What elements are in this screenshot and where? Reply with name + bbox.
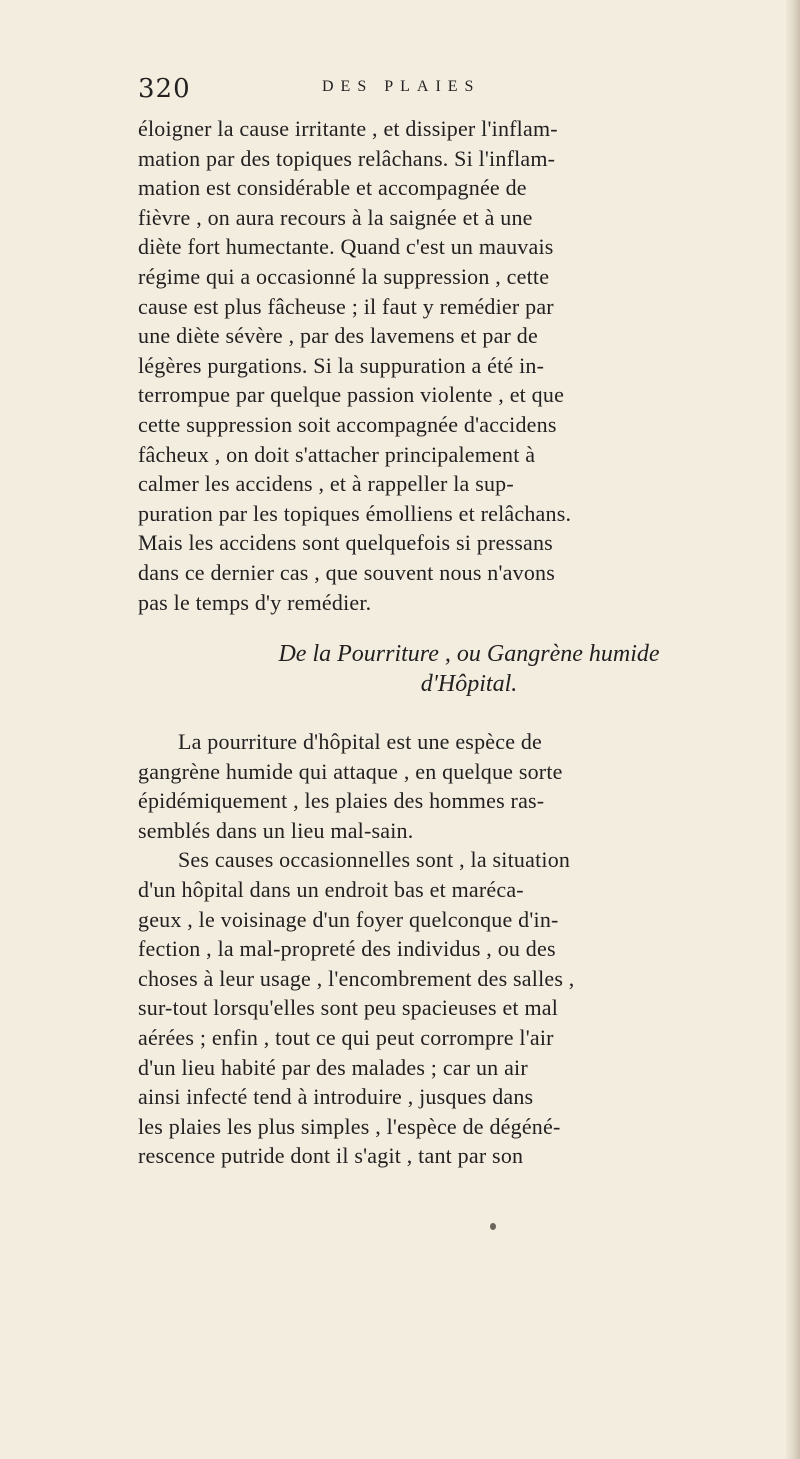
text-line: choses à leur usage , l'encombrement des salles , [138, 965, 575, 991]
text-line: calmer les accidens , et à rappeller la sup- [138, 471, 514, 497]
text-line: épidémiquement , les plaies des hommes ras- [138, 788, 545, 814]
text-line: d'un lieu habité par des malades ; car un air [138, 1054, 528, 1080]
paragraph-3 [138, 845, 800, 1171]
text-line: aérées ; enfin , tout ce qui peut corrompre l'air [138, 1025, 554, 1051]
text-line: diète fort humectante. Quand c'est un mauvais [138, 234, 554, 260]
text-line: puration par les topiques émolliens et relâchans. [138, 500, 572, 526]
text-line: éloigner la cause irritante , et dissiper l'inflam- [138, 116, 558, 141]
text-line: geux , le voisinage d'un foyer quelconque d'in- [138, 906, 559, 932]
page-number: 320 [138, 74, 191, 104]
text-line: gangrène humide qui attaque , en quelque sorte [138, 758, 563, 784]
text-line: fâcheux , on doit s'attacher principalement à [138, 441, 536, 467]
text-line: semblés dans un lieu mal-sain. [138, 817, 414, 843]
text-line: sur-tout lorsqu'elles sont peu spacieuses et mal [138, 995, 559, 1021]
running-header [138, 74, 778, 104]
paragraph-1 [138, 114, 800, 617]
section-heading-line-1: De la Pourriture , ou Gangrène humide [278, 641, 660, 668]
text-line: fection , la mal-propreté des individus , ou des [138, 936, 556, 962]
text-line: rescence putride dont il s'agit , tant par son [138, 1143, 524, 1169]
text-line: légères purgations. Si la suppuration a été in- [138, 352, 545, 378]
running-title: DES PLAIES [322, 78, 481, 95]
text-line: mation est considérable et accompagnée de [138, 175, 527, 201]
text-line: d'un hôpital dans un endroit bas et maréca- [138, 877, 524, 903]
section-heading-line-2: d'Hôpital. [420, 671, 518, 698]
text-line: Ses causes occasionnelles sont , la situation [178, 847, 571, 873]
text-line: régime qui a occasionné la suppression , cette [138, 263, 550, 289]
text-line: mation par des topiques relâchans. Si l'inflam- [138, 145, 556, 171]
section-heading [138, 639, 800, 699]
text-line: cette suppression soit accompagnée d'accidens [138, 411, 557, 437]
text-line: une diète sévère , par des lavemens et par de [138, 323, 538, 349]
text-line: fièvre , on aura recours à la saignée et à une [138, 204, 533, 230]
text-line: les plaies les plus simples , l'espèce de dégéné- [138, 1113, 561, 1139]
text-line: dans ce dernier cas , que souvent nous n'avons [138, 559, 555, 585]
text-line: terrompue par quelque passion violente , et que [138, 382, 565, 408]
body-text [138, 114, 800, 1171]
paragraph-2 [138, 727, 800, 845]
text-line: La pourriture d'hôpital est une espèce de [178, 729, 543, 755]
ink-speck [490, 1223, 496, 1230]
text-line: cause est plus fâcheuse ; il faut y remédier par [138, 293, 554, 319]
text-line: Mais les accidens sont quelquefois si pressans [138, 530, 553, 556]
text-line: pas le temps d'y remédier. [138, 589, 372, 615]
text-line: ainsi infecté tend à introduire , jusques dans [138, 1084, 534, 1110]
